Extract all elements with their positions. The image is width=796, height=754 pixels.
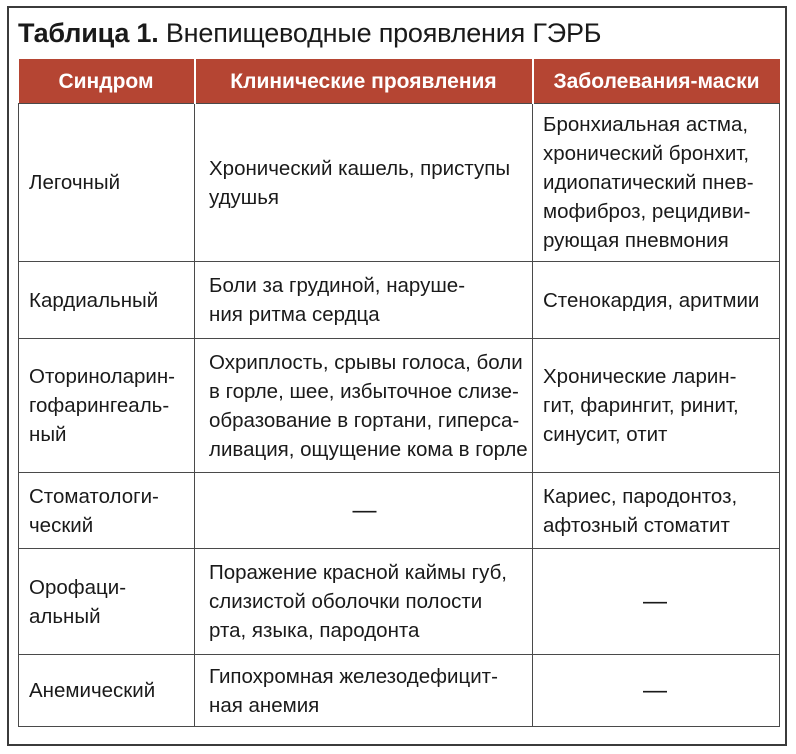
cell-line: ливация, ощущение кома в горле bbox=[209, 437, 528, 461]
table-row bbox=[19, 473, 780, 549]
cell-syndrome bbox=[19, 104, 195, 262]
cell-masks bbox=[533, 339, 780, 473]
cell-line: Стенокардия, аритмии bbox=[543, 288, 760, 312]
header-syndrome: Синдром bbox=[19, 59, 195, 104]
table-row bbox=[19, 655, 780, 727]
header-clinical: Клинические проявления bbox=[195, 59, 533, 104]
table-row bbox=[19, 262, 780, 339]
cell-line: Хронический кашель, приступы bbox=[209, 156, 511, 180]
cell-line: Оториноларин- bbox=[29, 365, 175, 388]
table-title bbox=[18, 16, 601, 50]
cell-line: Поражение красной каймы губ, bbox=[209, 561, 508, 584]
table-caption: Внепищеводные проявления ГЭРБ bbox=[165, 18, 602, 48]
cell-line: афтозный стоматит bbox=[543, 513, 730, 537]
table-row bbox=[19, 104, 780, 262]
cell-syndrome bbox=[19, 473, 195, 549]
gerd-table bbox=[18, 59, 780, 727]
cell-clinical bbox=[195, 339, 533, 473]
cell-syndrome bbox=[19, 655, 195, 727]
cell-line: ния ритма сердца bbox=[209, 303, 380, 326]
cell-syndrome bbox=[19, 549, 195, 655]
cell-syndrome bbox=[19, 262, 195, 339]
cell-line: ная анемия bbox=[209, 693, 320, 717]
cell-line: Кариес, пародонтоз, bbox=[543, 484, 738, 508]
cell-masks bbox=[533, 473, 780, 549]
cell-masks bbox=[533, 549, 780, 655]
cell-clinical bbox=[195, 473, 533, 549]
cell-clinical bbox=[195, 655, 533, 727]
cell-line: синусит, отит bbox=[543, 423, 668, 446]
cell-line: Легочный bbox=[29, 171, 121, 194]
cell-line: Охриплость, срывы голоса, боли bbox=[209, 350, 523, 374]
cell-line: рта, языка, пародонта bbox=[209, 619, 420, 642]
empty-dash: — bbox=[643, 588, 667, 615]
cell-line: Боли за грудиной, наруше- bbox=[209, 274, 466, 297]
cell-line: идиопатический пнев- bbox=[543, 171, 754, 194]
cell-masks bbox=[533, 104, 780, 262]
cell-clinical bbox=[195, 549, 533, 655]
table-row bbox=[19, 339, 780, 473]
cell-line: ческий bbox=[29, 513, 94, 537]
cell-line: слизистой оболочки полости bbox=[209, 590, 483, 613]
cell-line: удушья bbox=[209, 185, 280, 209]
cell-line: хронический бронхит, bbox=[543, 142, 750, 165]
cell-line: мофиброз, рецидиви- bbox=[543, 200, 751, 223]
cell-line: Анемический bbox=[29, 679, 156, 702]
header-masks: Заболевания-маски bbox=[533, 59, 780, 104]
cell-line: рующая пневмония bbox=[543, 229, 729, 252]
cell-line: Кардиальный bbox=[29, 288, 159, 312]
cell-clinical bbox=[195, 262, 533, 339]
cell-clinical bbox=[195, 104, 533, 262]
cell-line: альный bbox=[29, 604, 101, 628]
empty-dash: — bbox=[352, 497, 377, 524]
header-row bbox=[19, 59, 780, 104]
cell-line: образование в гортани, гиперса- bbox=[209, 408, 520, 432]
cell-masks bbox=[533, 262, 780, 339]
empty-dash: — bbox=[643, 677, 667, 704]
cell-line: гофарингеаль- bbox=[29, 394, 170, 417]
cell-line: ный bbox=[29, 423, 67, 446]
cell-line: Стоматологи- bbox=[29, 484, 159, 508]
cell-masks bbox=[533, 655, 780, 727]
cell-line: Бронхиальная астма, bbox=[543, 113, 749, 136]
cell-line: Хронические ларин- bbox=[543, 365, 737, 388]
cell-line: в горле, шее, избыточное слизе- bbox=[209, 379, 519, 403]
table-number: Таблица 1. bbox=[18, 18, 159, 48]
cell-line: гит, фарингит, ринит, bbox=[543, 394, 739, 417]
cell-syndrome bbox=[19, 339, 195, 473]
cell-line: Гипохромная железодефицит- bbox=[209, 664, 498, 688]
table-row bbox=[19, 549, 780, 655]
cell-line: Орофаци- bbox=[29, 575, 127, 599]
